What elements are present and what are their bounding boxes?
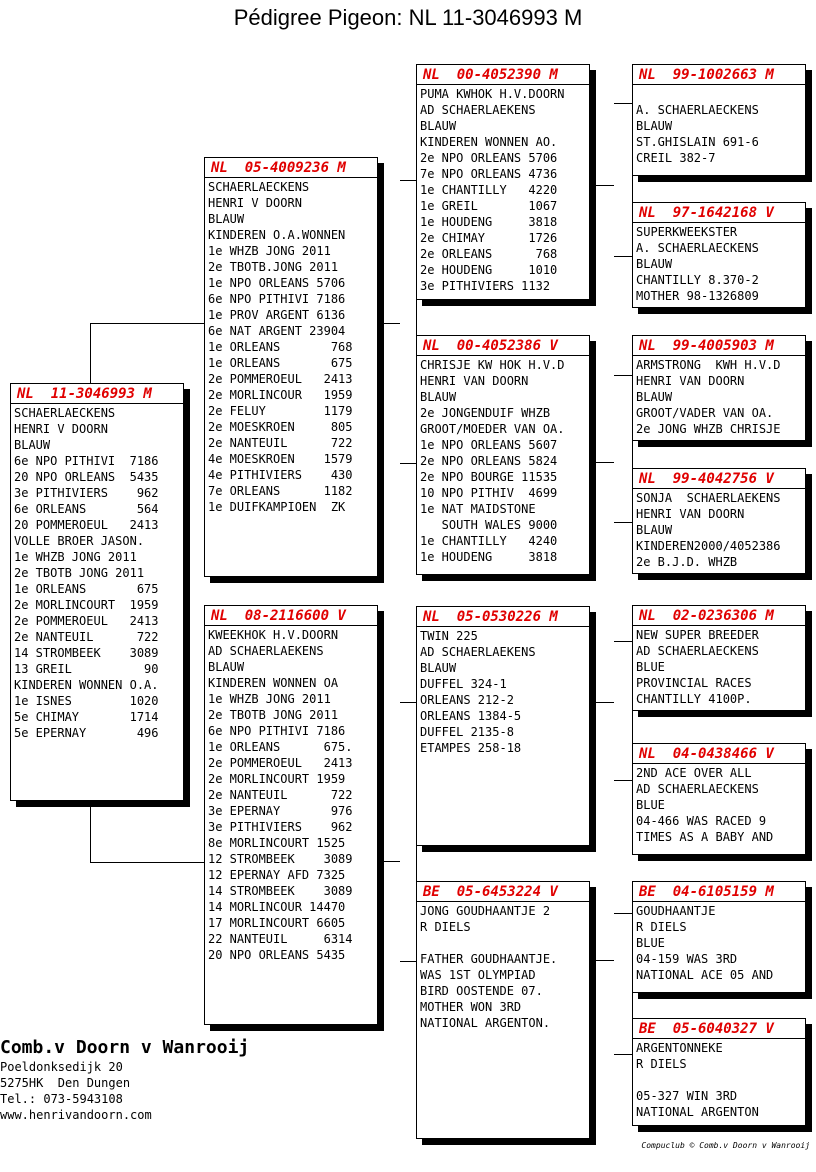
- text-line: 1e WHZB JONG 2011: [208, 244, 331, 258]
- text-line: 2e B.J.D. WHZB: [636, 555, 738, 569]
- pigeon-card-ggen-5: [632, 605, 806, 711]
- connector-gen3-d: [614, 913, 633, 1055]
- text-line: 05-327 WIN 3RD: [636, 1089, 738, 1103]
- text-line: R DIELS: [420, 920, 471, 934]
- text-line: 2e TBOTB.JONG 2011: [208, 260, 339, 274]
- text-line: 10 NPO PITHIV 4699: [420, 486, 558, 500]
- text-line: BLAUW: [420, 119, 457, 133]
- text-line: GROOT/MOEDER VAN OA.: [420, 422, 565, 436]
- text-line: MOTHER WON 3RD: [420, 1000, 522, 1014]
- text-line: 1e NPO ORLEANS 5607: [420, 438, 558, 452]
- text-line: R DIELS: [636, 920, 687, 934]
- text-line: DUFFEL 2135-8: [420, 725, 514, 739]
- text-line: BLAUW: [636, 119, 673, 133]
- pigeon-card-ggen-1: [632, 64, 806, 176]
- text-line: 1e NPO ORLEANS 5706: [208, 276, 346, 290]
- connector-gen3-b: [614, 375, 633, 523]
- text-line: 3e EPERNAY 976: [208, 804, 353, 818]
- text-line: NATIONAL ARGENTON.: [420, 1016, 551, 1030]
- text-line: 8e MORLINCOURT 1525: [208, 836, 346, 850]
- connector-gen3-b-mid: [596, 462, 614, 463]
- text-line: A. SCHAERLAECKENS: [636, 241, 759, 255]
- text-line: 1e WHZB JONG 2011: [14, 550, 137, 564]
- text-line: TIMES AS A BABY AND: [636, 830, 774, 844]
- text-line: 2e MORLINCOURT 1959: [14, 598, 159, 612]
- text-line: 6e NPO PITHIVI 7186: [208, 292, 346, 306]
- text-line: 13 GREIL 90: [14, 662, 159, 676]
- text-line: SONJA SCHAERLAEKENS: [636, 491, 781, 505]
- pigeon-card-sire-sire: [416, 64, 590, 300]
- text-line: 2e NPO ORLEANS 5706: [420, 151, 558, 165]
- text-line: 14 MORLINCOUR 14470: [208, 900, 346, 914]
- text-line: 1e HOUDENG 3818: [420, 215, 558, 229]
- ring-number: NL 05-4009236 M: [205, 160, 377, 178]
- text-line: 1e ORLEANS 675.: [208, 740, 353, 754]
- text-line: BLAUW: [208, 212, 245, 226]
- text-line: 2ND ACE OVER ALL: [636, 766, 752, 780]
- text-line: WAS 1ST OLYMPIAD: [420, 968, 536, 982]
- pigeon-card-subject: [10, 383, 184, 801]
- pigeon-card-dam-sire: [416, 606, 590, 846]
- ring-number: NL 04-0438466 V: [633, 746, 805, 764]
- text-line: 2e POMMEROEUL 2413: [208, 756, 353, 770]
- pigeon-card-dam: [204, 605, 378, 1025]
- text-line: ARMSTRONG KWH H.V.D: [636, 358, 781, 372]
- text-line: 1e GREIL 1067: [420, 199, 558, 213]
- text-line: 17 MORLINCOURT 6605: [208, 916, 346, 930]
- text-line: 5e EPERNAY 496: [14, 726, 159, 740]
- ring-number: NL 00-4052386 V: [417, 338, 589, 356]
- connector-gen3-d-mid: [596, 960, 614, 961]
- connector-gen2-top-mid: [384, 323, 400, 324]
- text-line: A. SCHAERLAECKENS: [636, 103, 759, 117]
- text-line: 6e ORLEANS 564: [14, 502, 159, 516]
- text-line: 6e NPO PITHIVI 7186: [208, 724, 346, 738]
- text-line: 20 NPO ORLEANS 5435: [14, 470, 159, 484]
- text-line: CHANTILLY 4100P.: [636, 692, 752, 706]
- text-line: BLAUW: [420, 390, 457, 404]
- text-line: ETAMPES 258-18: [420, 741, 522, 755]
- text-line: R DIELS: [636, 1057, 687, 1071]
- text-line: 2e NANTEUIL 722: [208, 788, 353, 802]
- text-line: 2e TBOTB JONG 2011: [14, 566, 145, 580]
- owner-address-line: 5275HK Den Dungen: [0, 1076, 131, 1090]
- text-line: DUFFEL 324-1: [420, 677, 507, 691]
- pigeon-card-ggen-7: [632, 881, 806, 993]
- text-line: AD SCHAERLAECKENS: [636, 782, 759, 796]
- text-line: KINDEREN O.A.WONNEN: [208, 228, 346, 242]
- text-line: AD SCHAERLAEKENS: [420, 103, 536, 117]
- text-line: BLAUW: [208, 660, 245, 674]
- text-line: 2e NPO ORLEANS 5824: [420, 454, 558, 468]
- text-line: FATHER GOUDHAANTJE.: [420, 952, 558, 966]
- text-line: AD SCHAERLAECKENS: [636, 644, 759, 658]
- connector-gen3-a-mid: [596, 185, 614, 186]
- text-line: [420, 935, 589, 951]
- text-line: SCHAERLAECKENS: [208, 180, 310, 194]
- ring-number: NL 99-4005903 M: [633, 338, 805, 356]
- text-line: KINDEREN WONNEN OA: [208, 676, 339, 690]
- text-line: SUPERKWEEKSTER: [636, 225, 738, 239]
- text-line: 14 STROMBEEK 3089: [14, 646, 159, 660]
- text-line: 6e NAT ARGENT 23904: [208, 324, 346, 338]
- text-line: HENRI VAN DOORN: [636, 374, 745, 388]
- text-line: 7e NPO ORLEANS 4736: [420, 167, 558, 181]
- text-line: VOLLE BROER JASON.: [14, 534, 145, 548]
- text-line: HENRI V DOORN: [14, 422, 108, 436]
- text-line: AD SCHAERLAEKENS: [420, 645, 536, 659]
- owner-phone: Tel.: 073-5943108: [0, 1092, 123, 1106]
- text-line: 20 POMMEROEUL 2413: [14, 518, 159, 532]
- ring-number: NL 97-1642168 V: [633, 205, 805, 223]
- text-line: BLAUW: [636, 257, 673, 271]
- text-line: 20 NPO ORLEANS 5435: [208, 948, 346, 962]
- pigeon-card-sire-dam: [416, 335, 590, 575]
- ring-number: NL 08-2116600 V: [205, 608, 377, 626]
- text-line: ORLEANS 1384-5: [420, 709, 522, 723]
- pigeon-card-ggen-4: [632, 468, 806, 574]
- text-line: HENRI VAN DOORN: [420, 374, 529, 388]
- pigeon-card-ggen-2: [632, 202, 806, 308]
- pigeon-card-sire: [204, 157, 378, 577]
- text-line: 1e WHZB JONG 2011: [208, 692, 331, 706]
- text-line: 2e MORLINCOUR 1959: [208, 388, 353, 402]
- text-line: MOTHER 98-1326809: [636, 289, 759, 303]
- text-line: BLAUW: [14, 438, 51, 452]
- text-line: 1e DUIFKAMPIOEN ZK: [208, 500, 346, 514]
- text-line: BLUE: [636, 798, 665, 812]
- ring-number: NL 99-1002663 M: [633, 67, 805, 85]
- text-line: 2e HOUDENG 1010: [420, 263, 558, 277]
- connector-sire-tick: [90, 323, 204, 324]
- text-line: 2e NANTEUIL 722: [208, 436, 353, 450]
- ring-number: BE 05-6453224 V: [417, 884, 589, 902]
- text-line: KWEEKHOK H.V.DOORN: [208, 628, 339, 642]
- text-line: 2e FELUY 1179: [208, 404, 353, 418]
- ring-number: NL 99-4042756 V: [633, 471, 805, 489]
- text-line: 5e CHIMAY 1714: [14, 710, 159, 724]
- text-line: BLUE: [636, 660, 665, 674]
- text-line: 7e ORLEANS 1182: [208, 484, 353, 498]
- text-line: GOUDHAANTJE: [636, 904, 716, 918]
- text-line: 12 EPERNAY AFD 7325: [208, 868, 346, 882]
- owner-website-link[interactable]: www.henrivandoorn.com: [0, 1108, 152, 1122]
- text-line: 1e HOUDENG 3818: [420, 550, 558, 564]
- text-line: 14 STROMBEEK 3089: [208, 884, 353, 898]
- text-line: 2e NANTEUIL 722: [14, 630, 159, 644]
- text-line: 04-159 WAS 3RD: [636, 952, 738, 966]
- text-line: 1e CHANTILLY 4220: [420, 183, 558, 197]
- connector-gen3-c: [614, 641, 633, 781]
- text-line: BIRD OOSTENDE 07.: [420, 984, 543, 998]
- ring-number: NL 02-0236306 M: [633, 608, 805, 626]
- text-line: 2e MORLINCOURT 1959: [208, 772, 346, 786]
- text-line: BLAUW: [420, 661, 457, 675]
- text-line: 1e ORLEANS 768: [208, 340, 353, 354]
- text-line: ARGENTONNEKE: [636, 1041, 723, 1055]
- text-line: 2e JONG WHZB CHRISJE: [636, 422, 781, 436]
- text-line: SCHAERLAECKENS: [14, 406, 116, 420]
- text-line: 2e JONGENDUIF WHZB: [420, 406, 551, 420]
- text-line: CHRISJE KW HOK H.V.D: [420, 358, 565, 372]
- pigeon-card-ggen-6: [632, 743, 806, 855]
- connector-gen2-bottom-mid: [384, 861, 400, 862]
- text-line: 3e PITHIVIERS 962: [14, 486, 159, 500]
- text-line: 04-466 WAS RACED 9: [636, 814, 767, 828]
- text-line: PROVINCIAL RACES: [636, 676, 752, 690]
- text-line: KINDEREN WONNEN O.A.: [14, 678, 159, 692]
- text-line: 1e ORLEANS 675: [14, 582, 159, 596]
- text-line: 1e NAT MAIDSTONE: [420, 502, 536, 516]
- pigeon-card-ggen-3: [632, 335, 806, 441]
- text-line: 2e POMMEROEUL 2413: [208, 372, 353, 386]
- text-line: JONG GOUDHAANTJE 2: [420, 904, 551, 918]
- page-title: Pédigree Pigeon: NL 11-3046993 M: [233, 5, 583, 30]
- text-line: [636, 1072, 805, 1088]
- text-line: HENRI VAN DOORN: [636, 507, 745, 521]
- text-line: NATIONAL ACE 05 AND: [636, 968, 774, 982]
- text-line: AD SCHAERLAEKENS: [208, 644, 324, 658]
- text-line: HENRI V DOORN: [208, 196, 302, 210]
- text-line: KINDEREN2000/4052386: [636, 539, 781, 553]
- owner-name: Comb.v Doorn v Wanrooij: [0, 1037, 250, 1058]
- owner-address-line: Poeldonksedijk 20: [0, 1060, 123, 1074]
- text-line: 1e CHANTILLY 4240: [420, 534, 558, 548]
- text-line: 2e POMMEROEUL 2413: [14, 614, 159, 628]
- text-line: ORLEANS 212-2: [420, 693, 514, 707]
- text-line: BLUE: [636, 936, 665, 950]
- text-line: BLAUW: [636, 523, 673, 537]
- text-line: 2e MOESKROEN 805: [208, 420, 353, 434]
- pigeon-card-dam-dam: [416, 881, 590, 1139]
- text-line: CHANTILLY 8.370-2: [636, 273, 759, 287]
- text-line: 1e ISNES 1020: [14, 694, 159, 708]
- text-line: 22 NANTEUIL 6314: [208, 932, 353, 946]
- text-line: 3e PITHIVIERS 962: [208, 820, 353, 834]
- ring-number: NL 11-3046993 M: [11, 386, 183, 404]
- text-line: 4e MOESKROEN 1579: [208, 452, 353, 466]
- ring-number: NL 00-4052390 M: [417, 67, 589, 85]
- text-line: 3e PITHIVIERS 1132: [420, 279, 551, 293]
- owner-block: [0, 1037, 249, 1123]
- ring-number: NL 05-0530226 M: [417, 609, 589, 627]
- text-line: GROOT/VADER VAN OA.: [636, 406, 774, 420]
- ring-number: BE 05-6040327 V: [633, 1021, 805, 1039]
- text-line: 2e CHIMAY 1726: [420, 231, 558, 245]
- connector-gen2-top: [400, 180, 417, 464]
- text-line: PUMA KWHOK H.V.DOORN: [420, 87, 565, 101]
- text-line: 1e PROV ARGENT 6136: [208, 308, 346, 322]
- text-line: CREIL 382-7: [636, 151, 716, 165]
- connector-gen3-a: [614, 103, 633, 257]
- text-line: NATIONAL ARGENTON: [636, 1105, 759, 1119]
- connector-gen2-bottom: [400, 702, 417, 962]
- text-line: 4e PITHIVIERS 430: [208, 468, 353, 482]
- text-line: BLAUW: [636, 390, 673, 404]
- text-line: NEW SUPER BREEDER: [636, 628, 759, 642]
- pigeon-card-ggen-8: [632, 1018, 806, 1126]
- footer-credit: Compuclub © Comb.v Doorn v Wanrooij: [641, 1141, 810, 1150]
- text-line: 1e ORLEANS 675: [208, 356, 353, 370]
- text-line: [636, 86, 805, 102]
- connector-gen3-c-mid: [596, 702, 614, 703]
- ring-number: BE 04-6105159 M: [633, 884, 805, 902]
- text-line: TWIN 225: [420, 629, 478, 643]
- text-line: 12 STROMBEEK 3089: [208, 852, 353, 866]
- text-line: SOUTH WALES 9000: [420, 518, 558, 532]
- text-line: 2e ORLEANS 768: [420, 247, 558, 261]
- text-line: 6e NPO PITHIVI 7186: [14, 454, 159, 468]
- text-line: 2e TBOTB JONG 2011: [208, 708, 339, 722]
- text-line: 2e NPO BOURGE 11535: [420, 470, 558, 484]
- text-line: ST.GHISLAIN 691-6: [636, 135, 759, 149]
- text-line: KINDEREN WONNEN AO.: [420, 135, 558, 149]
